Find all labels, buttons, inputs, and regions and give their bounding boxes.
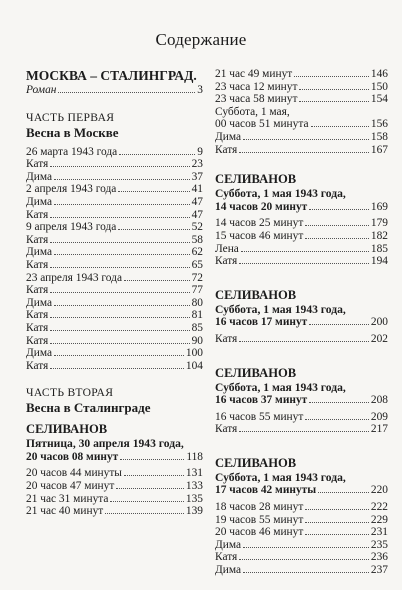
page-number: 179: [370, 217, 388, 230]
entry-title: 21 час 31 минута: [26, 492, 109, 505]
page-number: 3: [197, 84, 203, 96]
entry-title: Катя: [26, 258, 49, 271]
chapter-heading-row: [215, 201, 388, 214]
toc-entry: [26, 234, 203, 247]
chapter-heading-time: 17 часов 42 минуты: [215, 484, 317, 497]
toc-entry: [215, 144, 388, 157]
toc-entry: [26, 158, 203, 171]
leader-dots: [239, 559, 369, 560]
chapter-heading-row: [26, 451, 203, 464]
leader-dots: [50, 242, 189, 243]
toc-right-column: [215, 68, 388, 581]
toc-entry: [26, 360, 203, 373]
leader-dots: [243, 572, 369, 573]
leader-dots: [110, 501, 183, 502]
character-section: [215, 156, 388, 268]
page-number: 167: [370, 143, 388, 156]
character-sections: [215, 156, 388, 576]
page-number: 85: [191, 321, 203, 334]
page-number: 80: [191, 296, 203, 309]
entry-title: 26 марта 1943 года: [26, 145, 118, 158]
part-one-label: ЧАСТЬ ПЕРВАЯ: [26, 110, 115, 124]
page-number: 217: [370, 423, 388, 436]
entry-title: Катя: [26, 208, 49, 221]
entry-title: Катя: [26, 321, 49, 334]
leader-dots: [124, 475, 184, 476]
page-number: 131: [185, 467, 203, 480]
toc-entry: [26, 309, 203, 322]
chapter-heading-row: [215, 316, 388, 329]
page-number: 90: [191, 334, 203, 347]
section-spacer: [215, 440, 388, 450]
page-number: 220: [370, 484, 388, 497]
leader-dots: [50, 317, 189, 318]
entry-title: Дима: [215, 130, 242, 143]
part-one-entries: [26, 146, 203, 373]
entry-title: Дима: [26, 170, 53, 183]
leader-dots: [243, 139, 369, 140]
toc-entry: [26, 347, 203, 360]
page-number: 200: [370, 316, 388, 329]
entry-title: 20 часов 46 минут: [215, 526, 304, 539]
page-number: 139: [185, 505, 203, 518]
entry-title: Дима: [26, 347, 53, 360]
page-number: 154: [370, 93, 388, 106]
leader-dots: [239, 431, 369, 432]
toc-entry: [26, 284, 203, 297]
toc-entry: [215, 423, 388, 436]
page-number: 150: [370, 80, 388, 93]
toc-entry: [215, 68, 388, 81]
page-number: 81: [191, 309, 203, 322]
entry-title: Дима: [26, 246, 53, 259]
leader-dots: [116, 488, 184, 489]
leader-dots: [105, 513, 184, 514]
entry-title: Катя: [26, 158, 49, 171]
entry-title: 21 час 40 минут: [26, 505, 104, 518]
toc-entry: [215, 106, 388, 119]
page-number: 185: [370, 242, 388, 255]
character-heading: СЕЛИВАНОВ: [26, 422, 108, 437]
entry-title: Дима: [215, 564, 242, 577]
page-number: 235: [370, 538, 388, 551]
chapter-heading-time: 20 часов 08 минут: [26, 450, 119, 463]
leader-dots: [241, 251, 369, 252]
entry-title: 18 часов 28 минут: [215, 501, 304, 514]
entry-title: 23 часа 58 минут: [215, 93, 298, 106]
section-spacer: [215, 350, 388, 360]
page-number: 9: [197, 145, 203, 158]
page-number: 72: [191, 271, 203, 284]
leader-dots: [305, 238, 369, 239]
toc-entry: [215, 255, 388, 268]
entry-title: 15 часов 46 минут: [215, 229, 304, 242]
toc-entry: [26, 146, 203, 159]
page-number: 65: [191, 258, 203, 271]
entry-title: Лена: [215, 242, 239, 255]
toc-entry: [215, 514, 388, 527]
chapter-heading-time: 14 часов 20 минут: [215, 200, 308, 213]
chapter-heading-line: Пятница, 30 апреля 1943 года,: [26, 437, 184, 451]
page-number: 37: [191, 170, 203, 183]
toc-entry: [215, 131, 388, 144]
leader-dots: [305, 534, 369, 535]
continued-entries: [215, 68, 388, 156]
entry-title: 21 час 49 минут: [215, 68, 293, 80]
leader-dots: [243, 547, 369, 548]
page-number: 58: [191, 233, 203, 246]
part-two-entries: [26, 467, 203, 517]
leader-dots: [50, 292, 189, 293]
toc-entry: [215, 230, 388, 243]
leader-dots: [50, 217, 189, 218]
leader-dots: [54, 254, 190, 255]
toc-entry: [215, 243, 388, 256]
page-number: 146: [370, 68, 388, 80]
character-section: [215, 272, 388, 346]
leader-dots: [119, 154, 195, 155]
entry-title: Катя: [26, 359, 49, 372]
leader-dots: [239, 341, 369, 342]
entry-title: 20 часов 44 минуты: [26, 467, 122, 480]
page-number: 100: [185, 347, 203, 360]
book-title: МОСКВА – СТАЛИНГРАД.: [26, 68, 197, 83]
part-one-title: Весна в Москве: [26, 124, 119, 140]
character-heading: СЕЛИВАНОВ: [215, 455, 297, 470]
toc-entry: [26, 196, 203, 209]
page-number: 229: [370, 513, 388, 526]
page-number: 118: [186, 450, 203, 463]
leader-dots: [118, 229, 189, 230]
entry-title: 2 апреля 1943 года: [26, 183, 117, 196]
page-number: 23: [191, 158, 203, 171]
toc-entry: [215, 81, 388, 94]
chapter-heading-line: Суббота, 1 мая 1943 года,: [215, 302, 346, 316]
entry-title: 14 часов 25 минут: [215, 217, 304, 230]
leader-dots: [50, 368, 184, 369]
page-number: 135: [185, 492, 203, 505]
entry-title: Дима: [26, 195, 53, 208]
entry-title: Катя: [26, 309, 49, 322]
toc-entry: [26, 467, 203, 480]
leader-dots: [50, 267, 189, 268]
entry-title: 19 часов 55 минут: [215, 513, 304, 526]
toc-entry: [215, 539, 388, 552]
leader-dots: [305, 419, 369, 420]
page-number: 156: [370, 118, 388, 131]
leader-dots: [311, 126, 369, 127]
toc-entry: [26, 209, 203, 222]
book-subtitle-row: [26, 84, 203, 97]
leader-dots: [239, 152, 369, 153]
part-two-label: ЧАСТЬ ВТОРАЯ: [26, 386, 114, 400]
chapter-heading-time: 16 часов 37 минут: [215, 394, 308, 407]
section-spacer: [215, 272, 388, 282]
toc-entry: [215, 411, 388, 424]
leader-dots: [294, 76, 369, 77]
entry-title: Катя: [215, 423, 238, 436]
leader-dots: [58, 92, 195, 93]
toc-entry: [26, 259, 203, 272]
leader-dots: [120, 459, 184, 460]
entry-title: 9 апреля 1943 года: [26, 221, 117, 234]
leader-dots: [309, 402, 369, 403]
chapter-heading-row: [215, 484, 388, 497]
chapter-heading-time: 16 часов 17 минут: [215, 316, 308, 329]
entry-title: 16 часов 55 минут: [215, 410, 304, 423]
page-number: 236: [370, 551, 388, 564]
entry-title: 20 часов 47 минут: [26, 480, 115, 493]
leader-dots: [305, 509, 369, 510]
book-title-row: [26, 68, 203, 84]
entry-title: Дима: [26, 296, 53, 309]
entry-title: Суббота, 1 мая,: [215, 105, 290, 118]
leader-dots: [54, 355, 184, 356]
leader-dots: [50, 330, 189, 331]
page-number: 202: [370, 332, 388, 345]
entry-title: Дима: [215, 538, 242, 551]
leader-dots: [54, 204, 190, 205]
toc-entry: [26, 480, 203, 493]
page-number: 208: [370, 394, 388, 407]
chapter-heading-line: Суббота, 1 мая 1943 года,: [215, 380, 346, 394]
entry-title: Катя: [215, 332, 238, 345]
page-number: 231: [370, 526, 388, 539]
page-number: 62: [191, 246, 203, 259]
toc-left-column: [26, 68, 203, 518]
leader-dots: [309, 324, 369, 325]
entry-title: Катя: [26, 334, 49, 347]
page-number: 182: [370, 229, 388, 242]
entry-title: Катя: [215, 143, 238, 156]
toc-entry: [26, 221, 203, 234]
book-subtitle: Роман: [26, 84, 57, 96]
page-number: 169: [370, 200, 388, 213]
page-number: 133: [185, 480, 203, 493]
toc-entry: [215, 217, 388, 230]
toc-entry: [26, 246, 203, 259]
entry-title: Катя: [215, 551, 238, 564]
page-number: 158: [370, 130, 388, 143]
character-section: [215, 440, 388, 577]
page-number: 41: [191, 183, 203, 196]
entry-title: Катя: [26, 233, 49, 246]
leader-dots: [299, 89, 368, 90]
page-number: 237: [370, 564, 388, 577]
page-number: 194: [370, 255, 388, 268]
page-number: 77: [191, 284, 203, 297]
entry-title: Катя: [26, 284, 49, 297]
character-heading: СЕЛИВАНОВ: [215, 287, 297, 302]
page-number: 209: [370, 410, 388, 423]
toc-entry: [26, 171, 203, 184]
leader-dots: [54, 179, 190, 180]
toc-entry: [26, 493, 203, 506]
leader-dots: [118, 191, 189, 192]
toc-entry: [215, 333, 388, 346]
leader-dots: [299, 101, 368, 102]
toc-entry: [215, 93, 388, 106]
leader-dots: [50, 343, 189, 344]
part-two-title: Весна в Сталинграде: [26, 400, 151, 416]
toc-entry: [26, 183, 203, 196]
toc-entry: [26, 335, 203, 348]
toc-entry: [215, 501, 388, 514]
leader-dots: [309, 209, 369, 210]
character-section: [215, 350, 388, 436]
page-number: 222: [370, 501, 388, 514]
leader-dots: [54, 305, 190, 306]
leader-dots: [318, 492, 369, 493]
toc-entry: [215, 118, 388, 131]
character-heading: СЕЛИВАНОВ: [215, 365, 297, 380]
page-title: Содержание: [155, 30, 247, 49]
leader-dots: [239, 263, 369, 264]
entry-title: 23 апреля 1943 года: [26, 271, 122, 284]
entry-title: Катя: [215, 255, 238, 268]
entry-title: 23 часа 12 минут: [215, 80, 298, 93]
chapter-heading-line: Суббота, 1 мая 1943 года,: [215, 187, 346, 201]
toc-entry: [215, 551, 388, 564]
toc-entry: [26, 505, 203, 518]
leader-dots: [50, 166, 189, 167]
page-number: 52: [191, 221, 203, 234]
toc-entry: [26, 322, 203, 335]
chapter-heading-line: Суббота, 1 мая 1943 года,: [215, 470, 346, 484]
page-number: 47: [191, 208, 203, 221]
toc-entry: [26, 297, 203, 310]
character-heading: СЕЛИВАНОВ: [215, 172, 297, 187]
toc-entry: [215, 526, 388, 539]
leader-dots: [124, 280, 190, 281]
leader-dots: [305, 225, 369, 226]
page-number: 47: [191, 195, 203, 208]
chapter-heading-row: [215, 394, 388, 407]
entry-title: 00 часов 51 минута: [215, 118, 309, 131]
toc-entry: [215, 564, 388, 577]
page-number: 104: [185, 359, 203, 372]
toc-entry: [26, 272, 203, 285]
section-spacer: [215, 156, 388, 166]
leader-dots: [305, 522, 369, 523]
